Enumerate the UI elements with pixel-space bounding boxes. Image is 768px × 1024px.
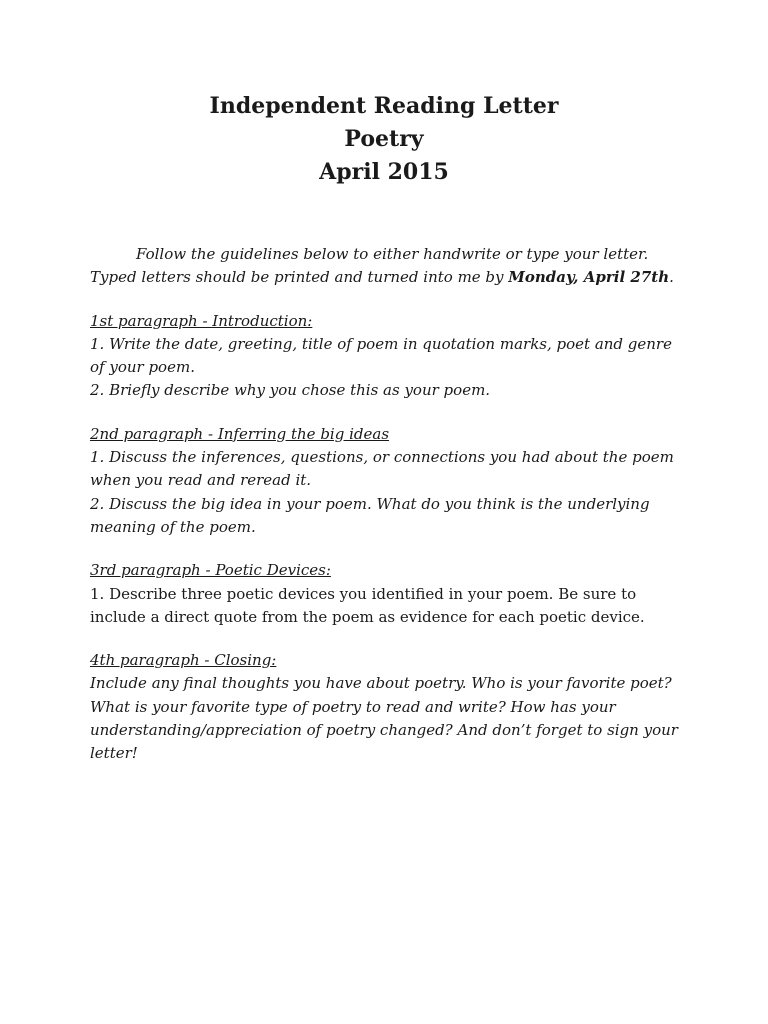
due-day: Monday xyxy=(508,268,574,287)
section-poetic-devices xyxy=(90,559,690,629)
section-item: 1. Write the date, greeting, title of poem in quotation marks, poet and genre of your poem. xyxy=(90,334,672,377)
due-separator: , xyxy=(573,268,584,287)
title-line-3: April 2015 xyxy=(319,159,449,185)
title-line-2: Poetry xyxy=(344,126,424,152)
section-heading: 3rd paragraph - Poetic Devices: xyxy=(90,561,331,580)
document-body xyxy=(90,243,690,766)
intro-text: Follow the guidelines below to either handwrite or type your letter. Typed letters should be printed and turned into me by xyxy=(90,245,649,287)
intro-end: . xyxy=(669,268,674,287)
intro-paragraph xyxy=(90,243,690,290)
document-title xyxy=(0,90,768,189)
section-introduction xyxy=(90,310,690,403)
section-heading: 4th paragraph - Closing: xyxy=(90,651,277,670)
section-item: 2. Briefly describe why you chose this as your poem. xyxy=(90,381,491,400)
section-heading: 2nd paragraph - Inferring the big ideas xyxy=(90,424,390,443)
section-item: 1. Discuss the inferences, questions, or connections you had about the poem when you read and reread it. xyxy=(90,448,674,490)
section-heading: 1st paragraph - Introduction: xyxy=(90,311,313,330)
title-line-1: Independent Reading Letter xyxy=(209,93,559,119)
section-big-ideas xyxy=(90,423,690,539)
section-item: Include any final thoughts you have about poetry. Who is your favorite poet? What is your favorite type of poetry to read and write? How has your understanding/appreciation of poetry changed? And don’t forget to sign your letter! xyxy=(90,674,678,763)
due-date: April 27th xyxy=(583,268,670,287)
section-closing xyxy=(90,649,690,765)
section-item: 2. Discuss the big idea in your poem. What do you think is the underlying meaning of the poem. xyxy=(90,494,650,536)
section-item: 1. Describe three poetic devices you identified in your poem. Be sure to include a direct quote from the poem as evidence for each poetic device. xyxy=(90,584,645,626)
